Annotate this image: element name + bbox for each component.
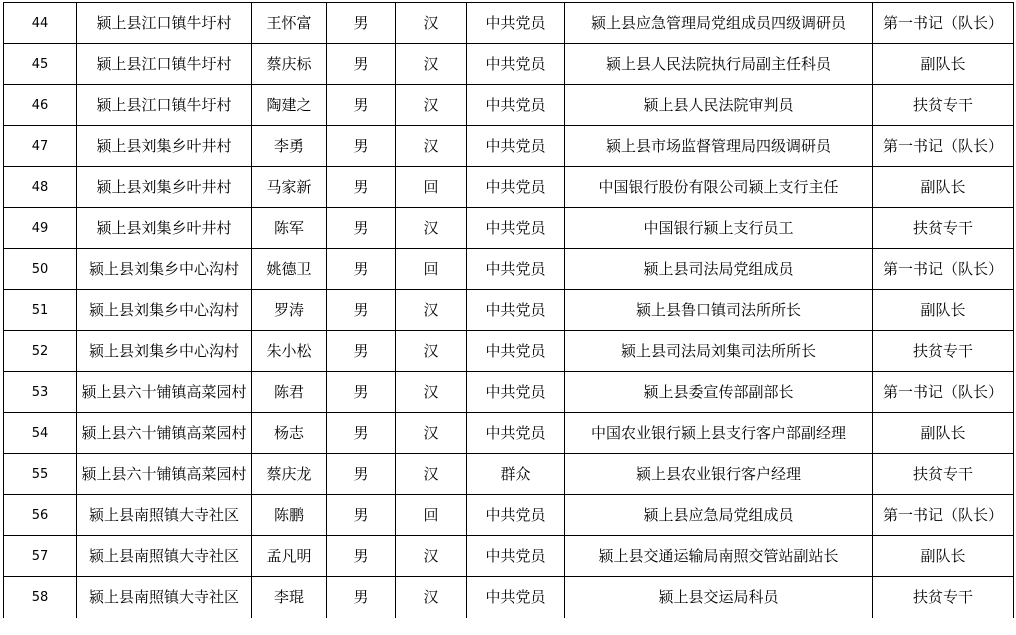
name-cell: 王怀富 — [252, 3, 327, 44]
unit-position-cell: 中国银行股份有限公司颍上支行主任 — [565, 167, 873, 208]
village-cell: 颍上县刘集乡中心沟村 — [77, 249, 252, 290]
table-row — [4, 413, 1014, 454]
political-status-cell: 中共党员 — [467, 536, 565, 577]
role-cell: 第一书记（队长） — [873, 126, 1014, 167]
table-row — [4, 44, 1014, 85]
village-cell: 颍上县刘集乡中心沟村 — [77, 331, 252, 372]
gender-cell: 男 — [327, 208, 396, 249]
role-cell: 副队长 — [873, 44, 1014, 85]
village-cell: 颍上县江口镇牛圩村 — [77, 44, 252, 85]
row-number: 48 — [4, 167, 77, 208]
gender-cell: 男 — [327, 126, 396, 167]
table-row — [4, 3, 1014, 44]
role-cell: 扶贫专干 — [873, 85, 1014, 126]
village-cell: 颍上县刘集乡中心沟村 — [77, 290, 252, 331]
political-status-cell: 中共党员 — [467, 167, 565, 208]
role-cell: 副队长 — [873, 167, 1014, 208]
table-row — [4, 85, 1014, 126]
role-cell: 扶贫专干 — [873, 577, 1014, 618]
role-cell: 第一书记（队长） — [873, 249, 1014, 290]
unit-position-cell: 颍上县农业银行客户经理 — [565, 454, 873, 495]
name-cell: 朱小松 — [252, 331, 327, 372]
role-cell: 第一书记（队长） — [873, 495, 1014, 536]
table-row — [4, 372, 1014, 413]
village-cell: 颍上县南照镇大寺社区 — [77, 577, 252, 618]
row-number: 57 — [4, 536, 77, 577]
role-cell: 副队长 — [873, 536, 1014, 577]
unit-position-cell: 颍上县人民法院执行局副主任科员 — [565, 44, 873, 85]
row-number: 56 — [4, 495, 77, 536]
village-cell: 颍上县六十铺镇高菜园村 — [77, 372, 252, 413]
row-number: 54 — [4, 413, 77, 454]
gender-cell: 男 — [327, 413, 396, 454]
row-number: 45 — [4, 44, 77, 85]
name-cell: 蔡庆龙 — [252, 454, 327, 495]
village-cell: 颍上县六十铺镇高菜园村 — [77, 413, 252, 454]
political-status-cell: 中共党员 — [467, 290, 565, 331]
name-cell: 孟凡明 — [252, 536, 327, 577]
name-cell: 姚德卫 — [252, 249, 327, 290]
gender-cell: 男 — [327, 3, 396, 44]
political-status-cell: 中共党员 — [467, 413, 565, 454]
gender-cell: 男 — [327, 249, 396, 290]
row-number: 58 — [4, 577, 77, 618]
gender-cell: 男 — [327, 85, 396, 126]
name-cell: 李琨 — [252, 577, 327, 618]
name-cell: 马家新 — [252, 167, 327, 208]
political-status-cell: 中共党员 — [467, 208, 565, 249]
political-status-cell: 中共党员 — [467, 44, 565, 85]
political-status-cell: 中共党员 — [467, 577, 565, 618]
role-cell: 扶贫专干 — [873, 208, 1014, 249]
role-cell: 扶贫专干 — [873, 331, 1014, 372]
table-row — [4, 536, 1014, 577]
ethnicity-cell: 汉 — [396, 44, 467, 85]
name-cell: 杨志 — [252, 413, 327, 454]
political-status-cell: 中共党员 — [467, 126, 565, 167]
unit-position-cell: 颍上县鲁口镇司法所所长 — [565, 290, 873, 331]
name-cell: 陈鹏 — [252, 495, 327, 536]
roster-body — [4, 3, 1014, 618]
gender-cell: 男 — [327, 495, 396, 536]
name-cell: 蔡庆标 — [252, 44, 327, 85]
name-cell: 陶建之 — [252, 85, 327, 126]
unit-position-cell: 颍上县市场监督管理局四级调研员 — [565, 126, 873, 167]
political-status-cell: 中共党员 — [467, 372, 565, 413]
village-cell: 颍上县南照镇大寺社区 — [77, 495, 252, 536]
gender-cell: 男 — [327, 536, 396, 577]
role-cell: 第一书记（队长） — [873, 372, 1014, 413]
table-row — [4, 454, 1014, 495]
name-cell: 李勇 — [252, 126, 327, 167]
gender-cell: 男 — [327, 167, 396, 208]
row-number: 44 — [4, 3, 77, 44]
gender-cell: 男 — [327, 372, 396, 413]
unit-position-cell: 中国银行颍上支行员工 — [565, 208, 873, 249]
political-status-cell: 中共党员 — [467, 495, 565, 536]
ethnicity-cell: 汉 — [396, 536, 467, 577]
name-cell: 陈君 — [252, 372, 327, 413]
unit-position-cell: 颍上县司法局党组成员 — [565, 249, 873, 290]
village-cell: 颍上县刘集乡叶井村 — [77, 167, 252, 208]
ethnicity-cell: 汉 — [396, 85, 467, 126]
unit-position-cell: 颍上县应急管理局党组成员四级调研员 — [565, 3, 873, 44]
unit-position-cell: 颍上县交通运输局南照交管站副站长 — [565, 536, 873, 577]
ethnicity-cell: 汉 — [396, 331, 467, 372]
ethnicity-cell: 汉 — [396, 413, 467, 454]
row-number: 53 — [4, 372, 77, 413]
ethnicity-cell: 汉 — [396, 454, 467, 495]
row-number: 47 — [4, 126, 77, 167]
name-cell: 罗涛 — [252, 290, 327, 331]
ethnicity-cell: 汉 — [396, 577, 467, 618]
village-cell: 颍上县江口镇牛圩村 — [77, 3, 252, 44]
political-status-cell: 中共党员 — [467, 3, 565, 44]
role-cell: 第一书记（队长） — [873, 3, 1014, 44]
unit-position-cell: 中国农业银行颍上县支行客户部副经理 — [565, 413, 873, 454]
political-status-cell: 群众 — [467, 454, 565, 495]
unit-position-cell: 颍上县交运局科员 — [565, 577, 873, 618]
table-row — [4, 167, 1014, 208]
ethnicity-cell: 回 — [396, 249, 467, 290]
ethnicity-cell: 汉 — [396, 372, 467, 413]
village-cell: 颍上县刘集乡叶井村 — [77, 208, 252, 249]
ethnicity-cell: 汉 — [396, 3, 467, 44]
row-number: 55 — [4, 454, 77, 495]
table-row — [4, 331, 1014, 372]
gender-cell: 男 — [327, 290, 396, 331]
political-status-cell: 中共党员 — [467, 331, 565, 372]
row-number: 52 — [4, 331, 77, 372]
roster-table — [3, 2, 1014, 618]
political-status-cell: 中共党员 — [467, 249, 565, 290]
role-cell: 扶贫专干 — [873, 454, 1014, 495]
table-row — [4, 208, 1014, 249]
ethnicity-cell: 汉 — [396, 126, 467, 167]
role-cell: 副队长 — [873, 413, 1014, 454]
village-cell: 颍上县六十铺镇高菜园村 — [77, 454, 252, 495]
ethnicity-cell: 汉 — [396, 208, 467, 249]
village-cell: 颍上县江口镇牛圩村 — [77, 85, 252, 126]
row-number: 51 — [4, 290, 77, 331]
gender-cell: 男 — [327, 577, 396, 618]
ethnicity-cell: 汉 — [396, 290, 467, 331]
row-number: 50 — [4, 249, 77, 290]
village-cell: 颍上县南照镇大寺社区 — [77, 536, 252, 577]
name-cell: 陈军 — [252, 208, 327, 249]
political-status-cell: 中共党员 — [467, 85, 565, 126]
gender-cell: 男 — [327, 44, 396, 85]
unit-position-cell: 颍上县应急局党组成员 — [565, 495, 873, 536]
unit-position-cell: 颍上县人民法院审判员 — [565, 85, 873, 126]
row-number: 49 — [4, 208, 77, 249]
village-cell: 颍上县刘集乡叶井村 — [77, 126, 252, 167]
gender-cell: 男 — [327, 331, 396, 372]
table-row — [4, 249, 1014, 290]
table-row — [4, 126, 1014, 167]
ethnicity-cell: 回 — [396, 167, 467, 208]
unit-position-cell: 颍上县司法局刘集司法所所长 — [565, 331, 873, 372]
table-row — [4, 577, 1014, 618]
row-number: 46 — [4, 85, 77, 126]
ethnicity-cell: 回 — [396, 495, 467, 536]
gender-cell: 男 — [327, 454, 396, 495]
table-row — [4, 290, 1014, 331]
table-row — [4, 495, 1014, 536]
unit-position-cell: 颍上县委宣传部副部长 — [565, 372, 873, 413]
role-cell: 副队长 — [873, 290, 1014, 331]
